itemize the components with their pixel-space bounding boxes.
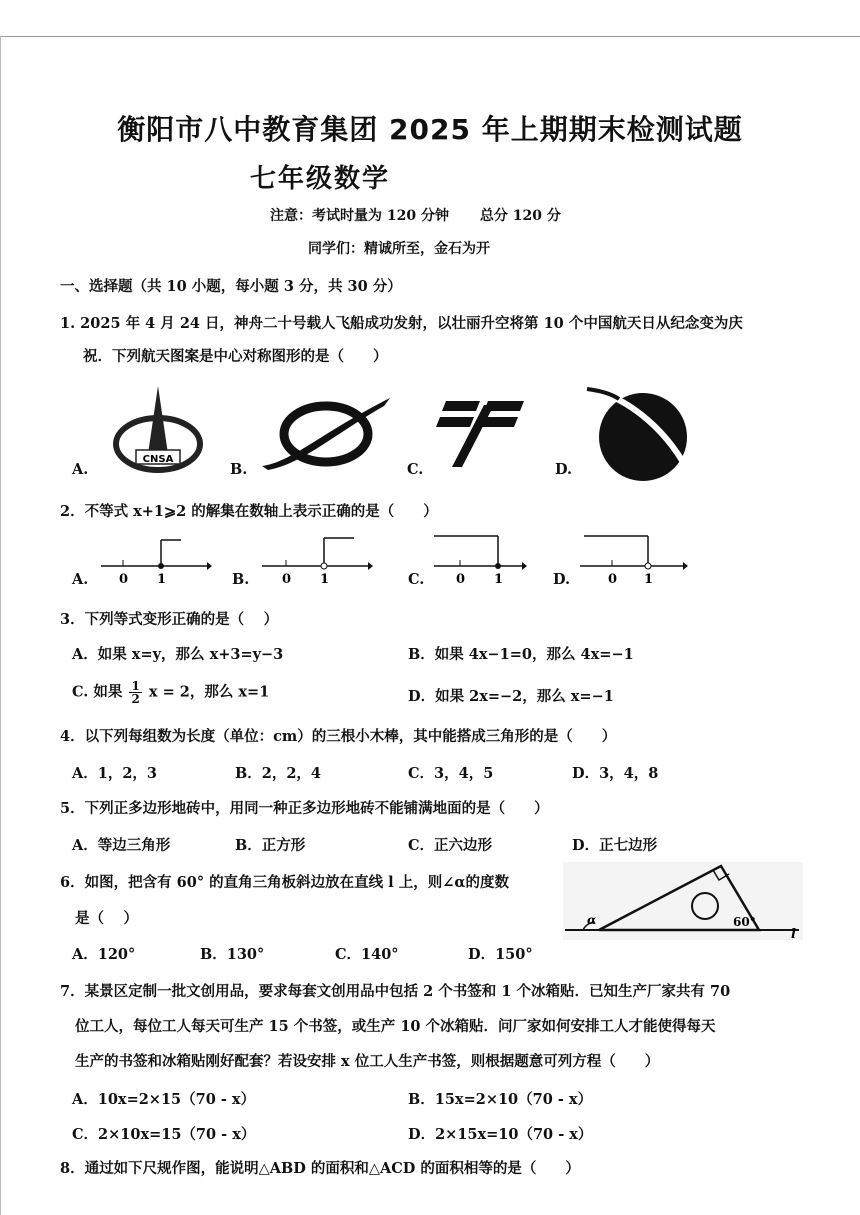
q7-option-d: D．2×15x=10（70 - x） bbox=[408, 1126, 593, 1143]
svg-text:0: 0 bbox=[608, 572, 618, 585]
q6-option-c: C．140° bbox=[335, 946, 399, 963]
q6-figure-triangle bbox=[563, 862, 803, 940]
exam-subtitle: 七年级数学 bbox=[250, 164, 391, 194]
figure-60-label: 60° bbox=[733, 915, 756, 929]
q6-option-b: B．130° bbox=[200, 946, 265, 963]
left-border bbox=[0, 36, 1, 1215]
q4-stem: 4．以下列每组数为长度（单位：cm）的三根小木棒，其中能搭成三角形的是（ ） bbox=[60, 728, 617, 745]
q1-option-d: D. bbox=[555, 461, 573, 478]
svg-text:1: 1 bbox=[644, 572, 654, 585]
q7-option-c: C．2×10x=15（70 - x） bbox=[72, 1126, 256, 1143]
notice-time: 注意：考试时量为 120 分钟 bbox=[270, 208, 449, 224]
q3-option-a: A．如果 x=y，那么 x+3=y−3 bbox=[72, 646, 284, 663]
figure-background bbox=[563, 862, 803, 940]
q1-option-a: A. bbox=[72, 461, 89, 478]
q7-option-b: B．15x=2×10（70 - x） bbox=[408, 1091, 593, 1108]
q1-logo-d-image bbox=[583, 385, 703, 481]
section-heading: 一、选择题（共 10 小题，每小题 3 分，共 30 分） bbox=[60, 278, 402, 295]
logo-d-circle bbox=[599, 393, 687, 481]
q1-option-c: C. bbox=[407, 461, 424, 478]
q4-option-b: B．2，2，4 bbox=[235, 765, 322, 782]
q3-stem: 3．下列等式变形正确的是（ ） bbox=[60, 611, 279, 628]
q2-option-b: B. bbox=[232, 571, 250, 588]
q7-line3: 生产的书签和冰箱贴刚好配套？若设安排 x 位工人生产书签，则根据题意可列方程（ ） bbox=[75, 1053, 660, 1070]
q1-option-b: B. bbox=[230, 461, 248, 478]
svg-text:0: 0 bbox=[282, 572, 292, 585]
q2-numberline-c bbox=[432, 528, 527, 585]
q3-option-c: C. 如果 $\frac{1}{2}$ x = 2，那么 x=1 bbox=[72, 679, 270, 706]
notice-score: 总分 120 分 bbox=[479, 208, 561, 224]
svg-text:1: 1 bbox=[494, 572, 504, 585]
exam-motto: 同学们：精诚所至，金石为开 bbox=[308, 241, 490, 257]
q7-option-a: A．10x=2×15（70 - x） bbox=[72, 1091, 256, 1108]
figure-l-label: l bbox=[791, 927, 796, 940]
q4-option-a: A．1，2，3 bbox=[72, 765, 158, 782]
figure-alpha-label: α bbox=[587, 913, 597, 927]
q1-logo-c-image bbox=[432, 395, 532, 475]
q5-option-c: C．正六边形 bbox=[408, 837, 493, 854]
svg-text:1: 1 bbox=[320, 572, 330, 585]
q6-line1: 6．如图，把含有 60° 的直角三角板斜边放在直线 l 上，则∠α的度数 bbox=[60, 874, 510, 891]
q1-logo-a-image bbox=[108, 382, 208, 476]
q5-option-d: D．正七边形 bbox=[572, 837, 658, 854]
q6-option-a: A．120° bbox=[72, 946, 136, 963]
exam-notice bbox=[270, 205, 587, 225]
q2-stem: 2．不等式 x+1⩾2 的解集在数轴上表示正确的是（ ） bbox=[60, 503, 438, 520]
q2-numberline-a bbox=[97, 530, 212, 585]
q7-line1: 7．某景区定制一批文创用品，要求每套文创用品中包括 2 个书签和 1 个冰箱贴．已知生产厂家共有 70 bbox=[60, 983, 731, 1000]
q2-option-d: D. bbox=[553, 571, 571, 588]
q1-line1: 1. 2025 年 4 月 24 日，神舟二十号载人飞船成功发射，以壮丽升空将第 10 个中国航天日从纪念变为庆 bbox=[60, 315, 743, 332]
q4-option-c: C．3，4，5 bbox=[408, 765, 494, 782]
q2-option-c: C. bbox=[408, 571, 425, 588]
svg-text:0: 0 bbox=[456, 572, 466, 585]
q5-stem: 5．下列正多边形地砖中，用同一种正多边形地砖不能铺满地面的是（ ） bbox=[60, 800, 549, 817]
q2-numberline-d bbox=[578, 528, 688, 585]
q5-option-a: A．等边三角形 bbox=[72, 837, 171, 854]
q8-stem: 8．通过如下尺规作图，能说明△ABD 的面积和△ACD 的面积相等的是（ ） bbox=[60, 1160, 580, 1177]
q4-option-d: D．3，4，8 bbox=[572, 765, 659, 782]
q1-logo-b-image bbox=[262, 392, 390, 472]
q3-option-b: B．如果 4x−1=0，那么 4x=−1 bbox=[408, 646, 634, 663]
q2-numberline-b bbox=[258, 530, 373, 585]
q6-line2: 是（ ） bbox=[75, 910, 139, 927]
fraction-one-half: $\frac{1}{2}$ bbox=[131, 679, 140, 706]
exam-title: 衡阳市八中教育集团 2025 年上期期末检测试题 bbox=[117, 113, 743, 146]
svg-text:1: 1 bbox=[157, 572, 167, 585]
top-border bbox=[0, 36, 860, 37]
q5-option-b: B．正方形 bbox=[235, 837, 306, 854]
q2-option-a: A. bbox=[72, 571, 89, 588]
q3-option-d: D．如果 2x=−2，那么 x=−1 bbox=[408, 688, 614, 705]
svg-text:0: 0 bbox=[119, 572, 129, 585]
q6-option-d: D．150° bbox=[468, 946, 533, 963]
logo-a-text: CNSA bbox=[142, 454, 174, 465]
q7-line2: 位工人，每位工人每天可生产 15 个书签，或生产 10 个冰箱贴．问厂家如何安排工人才能使得每天 bbox=[75, 1018, 716, 1035]
q1-line2: 祝．下列航天图案是中心对称图形的是（ ） bbox=[83, 348, 388, 365]
